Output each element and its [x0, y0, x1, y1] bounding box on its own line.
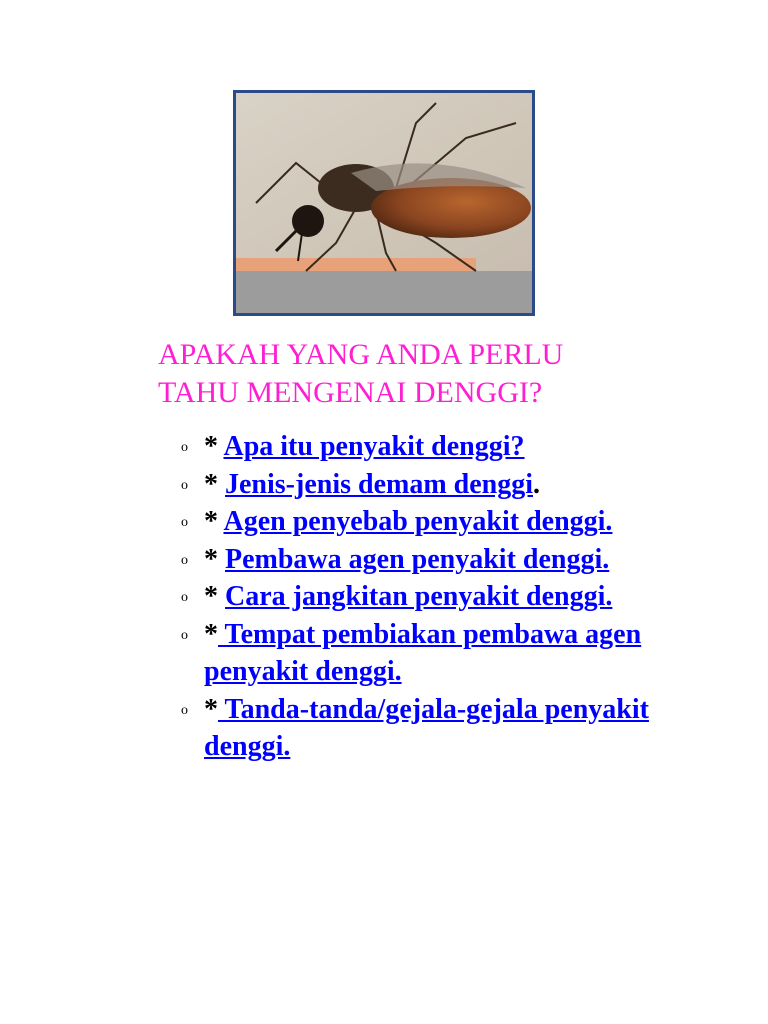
topic-list — [160, 428, 720, 766]
topic-link-apa-itu[interactable]: Apa itu penyakit denggi? — [223, 431, 525, 462]
list-item — [160, 616, 720, 691]
list-item — [160, 578, 720, 616]
mosquito-image-frame — [233, 90, 535, 316]
star-marker: * — [204, 543, 218, 575]
topic-link-pembawa[interactable]: Pembawa agen penyakit denggi. — [225, 543, 610, 575]
topic-link-tanda-gejala[interactable]: Tanda-tanda/gejala-gejala penyakit denggi. — [204, 693, 649, 762]
bullet-icon: o — [181, 477, 188, 493]
list-item — [160, 503, 720, 541]
topic-link-agen-penyebab[interactable]: Agen penyebab penyakit denggi. — [223, 506, 613, 537]
topic-link-jenis[interactable]: Jenis-jenis demam denggi — [225, 468, 533, 500]
link-suffix: . — [533, 468, 540, 500]
list-item — [160, 466, 720, 504]
star-marker: * — [204, 693, 218, 725]
mosquito-illustration — [236, 93, 532, 313]
bullet-icon: o — [181, 627, 188, 643]
star-marker: * — [204, 618, 218, 650]
mosquito-photo — [236, 93, 532, 313]
topic-link-cara-jangkitan[interactable]: Cara jangkitan penyakit denggi. — [225, 581, 613, 612]
heading-line-1: APAKAH YANG ANDA PERLU — [158, 338, 564, 371]
bullet-icon: o — [181, 702, 188, 718]
bullet-icon: o — [181, 515, 188, 530]
star-marker: * — [204, 431, 218, 462]
topic-link-tempat-pembiakan[interactable]: Tempat pembiakan pembawa agen penyakit denggi. — [204, 618, 642, 687]
list-item — [160, 428, 720, 466]
star-marker: * — [204, 468, 218, 500]
bullet-icon: o — [181, 552, 188, 568]
page-heading — [158, 336, 678, 412]
star-marker: * — [204, 581, 218, 612]
list-item — [160, 691, 720, 766]
list-item — [160, 541, 720, 579]
heading-line-2: TAHU MENGENAI DENGGI? — [158, 376, 543, 409]
star-marker: * — [204, 506, 218, 537]
bullet-icon: o — [181, 440, 188, 455]
bullet-icon: o — [181, 590, 188, 605]
